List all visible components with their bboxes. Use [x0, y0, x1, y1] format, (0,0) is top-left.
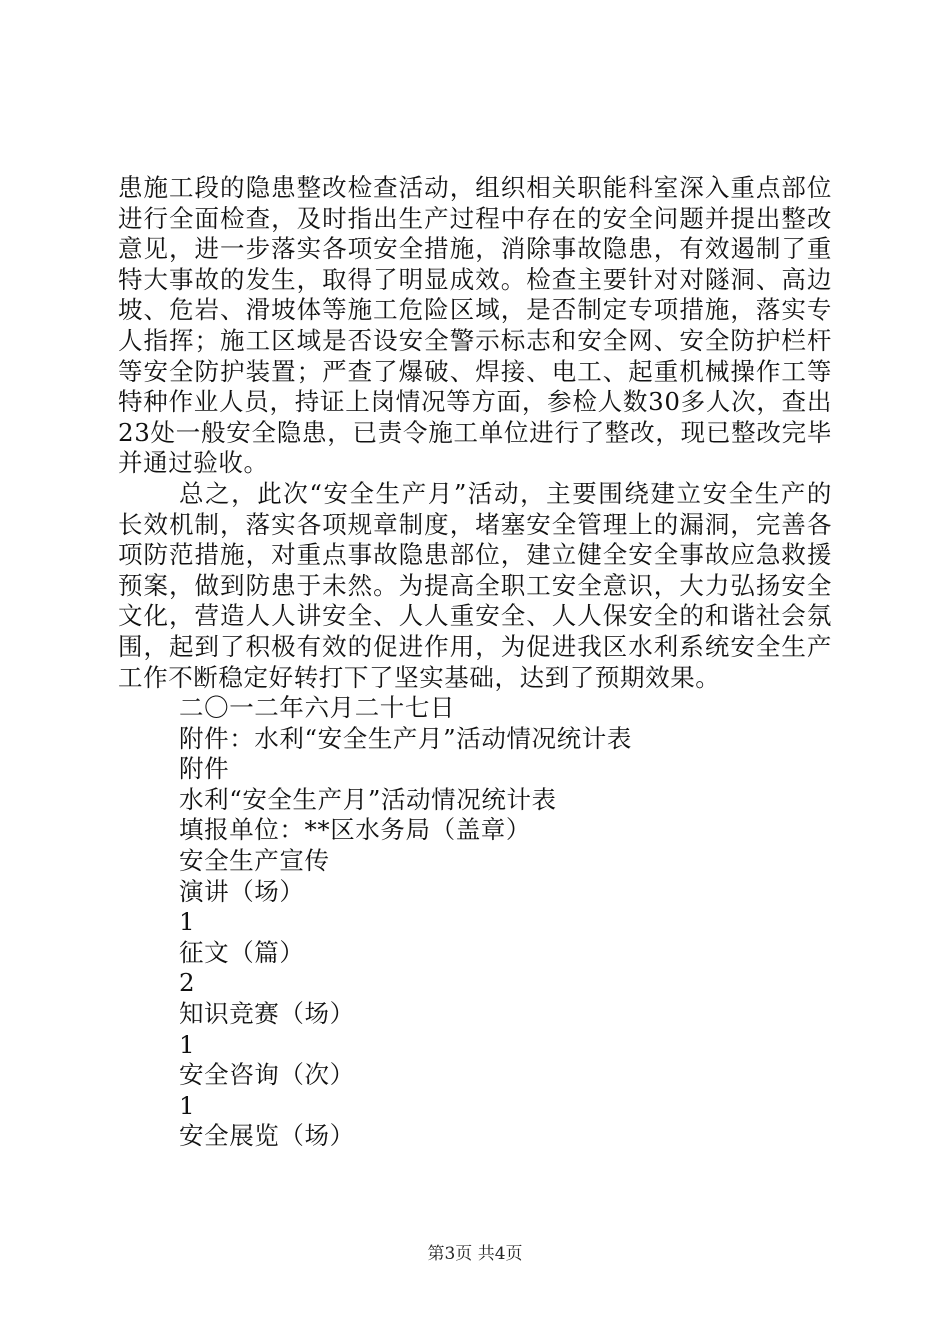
reporting-unit: 填报单位：**区水务局（盖章） [179, 815, 531, 845]
stat-label-speeches: 演讲（场） [179, 876, 305, 906]
body-paragraph-2: 总之，此次“安全生产月”活动，主要围绕建立安全生产的长效机制，落实各项规章制度，堵塞安全管理上的漏洞，完善各项防范措施，对重点事故隐患部位，建立健全安全事故应急救援预案，做到防患于未然。为提高全职工安全意识，大力弘扬安全文化，营造人人讲安全、人人重安全、人人保安全的和谐社会氛围，起到了积极有效的促进作用，为促进我区水利系统安全生产工作不断稳定好转打下了坚实基础，达到了预期效果。 [118, 478, 832, 692]
document-body [118, 173, 832, 1152]
stat-label-quiz: 知识竞赛（场） [179, 999, 355, 1029]
attachment-reference: 附件：水利“安全生产月”活动情况统计表 [179, 723, 632, 753]
section-heading-safety-promotion: 安全生产宣传 [179, 846, 330, 876]
stat-value-quiz: 1 [179, 1029, 196, 1059]
body-paragraph-1: 患施工段的隐患整改检查活动，组织相关职能科室深入重点部位进行全面检查，及时指出生产过程中存在的安全问题并提出整改意见，进一步落实各项安全措施，消除事故隐患，有效遏制了重特大事故的发生，取得了明显成效。检查主要针对对隧洞、高边坡、危岩、滑坡体等施工危险区域，是否制定专项措施，落实专人指挥；施工区域是否设安全警示标志和安全网、安全防护栏杆等安全防护装置；严查了爆破、焊接、电工、起重机械操作工等特种作业人员，持证上岗情况等方面，参检人数30多人次，查出23处一般安全隐患，已责令施工单位进行了整改，现已整改完毕并通过验收。 [118, 173, 832, 478]
stat-value-speeches: 1 [179, 907, 196, 937]
document-date: 二〇一二年六月二十七日 [179, 693, 456, 723]
stat-label-essays: 征文（篇） [179, 937, 305, 967]
page-number-footer: 第3页 共4页 [427, 1244, 523, 1264]
stat-value-essays: 2 [179, 968, 196, 998]
attachment-heading: 附件 [179, 754, 230, 784]
stat-value-consultation: 1 [179, 1090, 196, 1120]
stat-label-consultation: 安全咨询（次） [179, 1060, 355, 1090]
table-title: 水利“安全生产月”活动情况统计表 [179, 784, 557, 814]
stat-label-exhibition: 安全展览（场） [179, 1121, 355, 1151]
